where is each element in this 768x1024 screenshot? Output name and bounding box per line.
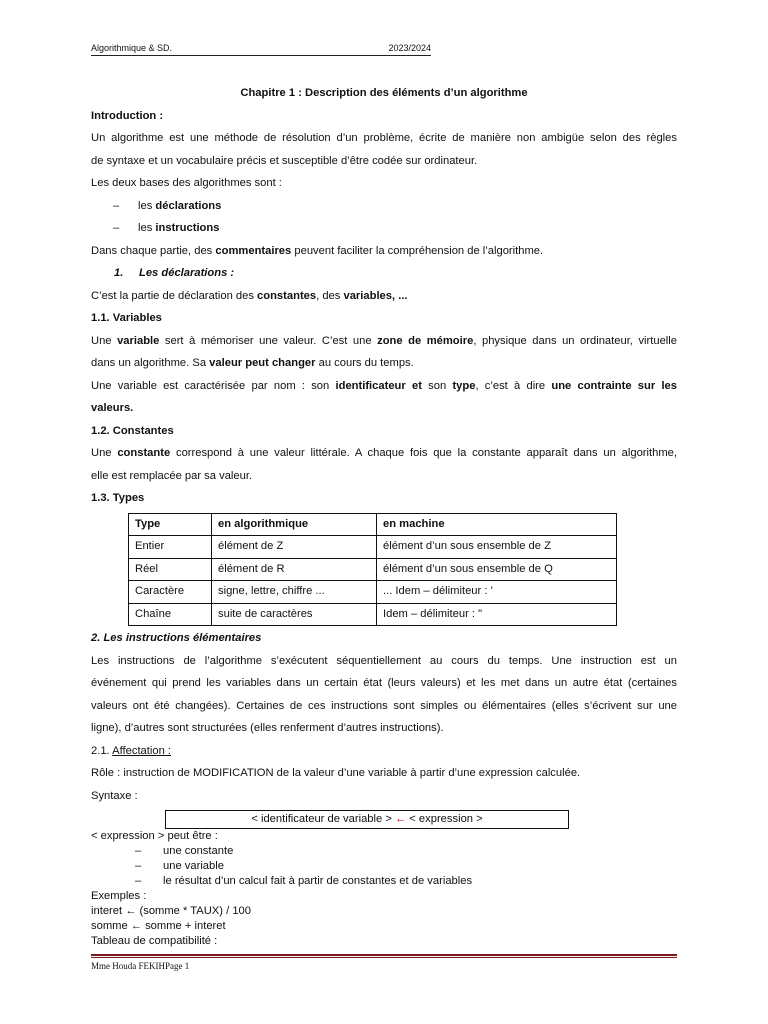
table-cell: élément d’un sous ensemble de Q [377, 558, 617, 581]
example-2: somme ← somme + interet [91, 920, 226, 932]
constantes-heading: 1.2. Constantes [91, 424, 174, 437]
table-cell: élément de Z [212, 536, 377, 559]
option-text: le résultat d’un calcul fait à partir de constantes et de variables [163, 875, 473, 887]
chapter-title: Chapitre 1 : Description des éléments d’un algorithme [240, 87, 528, 99]
section-title: Affectation : [112, 744, 172, 757]
compatibility-label: Tableau de compatibilité : [91, 935, 218, 947]
page-footer: Mme Houda FEKIHPage 1 [91, 961, 190, 971]
instructions-line-4: ligne), d’autres sont structurées (elles renferment d’autres instructions). [91, 722, 444, 734]
table-cell: Idem – délimiteur : " [377, 603, 617, 626]
table-header-row [129, 513, 617, 536]
option-text: une constante [163, 845, 234, 857]
table-cell: élément d’un sous ensemble de Z [377, 536, 617, 559]
list-item-prefix: les [138, 222, 156, 234]
intro-paragraph-line-2: de syntaxe et un vocabulaire précis et susceptible d’être codée sur ordinateur. [91, 154, 478, 167]
variables-line-1 [91, 330, 677, 353]
instructions-line-2: événement qui prend les variables dans un certain état (leurs valeurs) et les met dans un autre état (certaines [91, 677, 677, 689]
affectation-role: Rôle : instruction de MODIFICATION de la valeur d’une variable à partir d’une expression calculée. [91, 767, 581, 779]
expression-option [91, 859, 677, 874]
variables-line-4: valeurs. [91, 402, 134, 414]
text-span: Une [91, 447, 118, 459]
text-span: C’est la partie de déclaration des [91, 289, 258, 302]
section-number: 2.1. [91, 744, 113, 757]
bold-span: identificateur et [335, 379, 422, 392]
footer-divider [91, 954, 677, 958]
exemples-label: Exemples : [91, 890, 147, 902]
intro-bases-text: Les deux bases des algorithmes sont : [91, 177, 282, 189]
assign-arrow-icon: ← [394, 813, 407, 825]
text-span: Dans chaque partie, des [91, 244, 216, 257]
text-span: correspond à une valeur littérale. A chaque fois que la constante apparaît dans un algorithme, [170, 447, 677, 459]
section-number: 1. [114, 267, 124, 279]
header-year: 2023/2024 [388, 43, 431, 53]
intro-paragraph-line-1: Un algorithme est une méthode de résolution d’un problème, écrite de manière non ambigüe selon des règles [91, 132, 677, 144]
table-cell: Chaîne [129, 603, 212, 626]
dash-bullet: – [113, 222, 120, 234]
table-row [129, 558, 617, 581]
text-span: au cours du temps. [315, 357, 414, 369]
bold-span: une contrainte sur les [551, 379, 677, 392]
text-span: , physique dans un ordinateur, virtuelle [473, 334, 677, 347]
expression-label: < expression > peut être : [91, 830, 218, 842]
text-span: son [421, 379, 453, 392]
bold-span: zone de mémoire [377, 334, 474, 347]
constantes-line-1 [91, 442, 677, 465]
expression-option [91, 874, 677, 889]
table-row [129, 581, 617, 604]
table-cell: ... Idem – délimiteur : ' [377, 581, 617, 604]
bold-span: commentaires [215, 244, 292, 257]
section-declarations-heading [91, 262, 677, 285]
table-row [129, 536, 617, 559]
text-span: , c’est à dire [475, 379, 552, 392]
bold-span: variables, ... [343, 289, 408, 302]
types-heading: 1.3. Types [91, 492, 145, 504]
syntax-right: < expression > [406, 813, 483, 825]
intro-heading: Introduction : [91, 109, 164, 122]
dash-bullet: – [135, 845, 142, 857]
syntax-left: < identificateur de variable > [251, 813, 395, 825]
text-span: sert à mémoriser une valeur. C’est une [159, 334, 378, 347]
affectation-heading [91, 740, 677, 763]
text-span: Une [91, 334, 118, 347]
text-span: , des [316, 289, 344, 302]
page-header [91, 43, 431, 56]
dash-bullet: – [135, 875, 142, 887]
bold-span: valeur peut changer [209, 357, 316, 369]
header-course: Algorithmique & SD. [91, 43, 173, 53]
table-cell: Entier [129, 536, 212, 559]
option-text: une variable [163, 860, 224, 872]
example-1: interet ← (somme * TAUX) / 100 [91, 905, 251, 917]
variables-heading: 1.1. Variables [91, 312, 162, 324]
variables-line-3 [91, 375, 677, 398]
column-header: en machine [377, 513, 617, 536]
bold-span: variable [117, 334, 160, 347]
expression-option [91, 844, 677, 859]
table-row [129, 603, 617, 626]
column-header: Type [129, 513, 212, 536]
column-header: en algorithmique [212, 513, 377, 536]
text-span: peuvent faciliter la compréhension de l’algorithme. [291, 244, 544, 257]
intro-comments-text [91, 240, 677, 263]
table-cell: Réel [129, 558, 212, 581]
bold-span: constante [117, 447, 171, 459]
variables-line-2 [91, 352, 677, 375]
table-cell: élément de R [212, 558, 377, 581]
table-cell: signe, lettre, chiffre ... [212, 581, 377, 604]
section-title: Les déclarations : [139, 267, 235, 279]
dash-bullet: – [113, 199, 120, 212]
syntax-box [165, 810, 569, 829]
text-span: dans un algorithme. Sa [91, 357, 210, 369]
dash-bullet: – [135, 860, 142, 872]
bold-span: type [452, 379, 476, 392]
list-item-instructions [91, 217, 677, 240]
types-table [128, 513, 617, 627]
instructions-line-1: Les instructions de l’algorithme s’exécutent séquentiellement au cours du temps. Une instruction est un [91, 654, 677, 667]
text-span: Une variable est caractérisée par nom : son [91, 379, 336, 392]
constantes-line-2: elle est remplacée par sa valeur. [91, 469, 253, 482]
table-cell: suite de caractères [212, 603, 377, 626]
declarations-text [91, 285, 677, 308]
bold-span: constantes [257, 289, 317, 302]
list-item-prefix: les [138, 199, 156, 212]
instructions-heading: 2. Les instructions élémentaires [91, 632, 262, 644]
table-cell: Caractère [129, 581, 212, 604]
syntaxe-label: Syntaxe : [91, 789, 138, 802]
list-item-label: instructions [155, 222, 220, 234]
instructions-line-3: valeurs ont été changées). Certaines de ces instructions sont simples ou élémentaires (elles s’écrivent sur une [91, 699, 677, 712]
list-item-label: déclarations [155, 199, 222, 212]
document-body [91, 82, 677, 949]
list-item-declarations [91, 195, 677, 218]
